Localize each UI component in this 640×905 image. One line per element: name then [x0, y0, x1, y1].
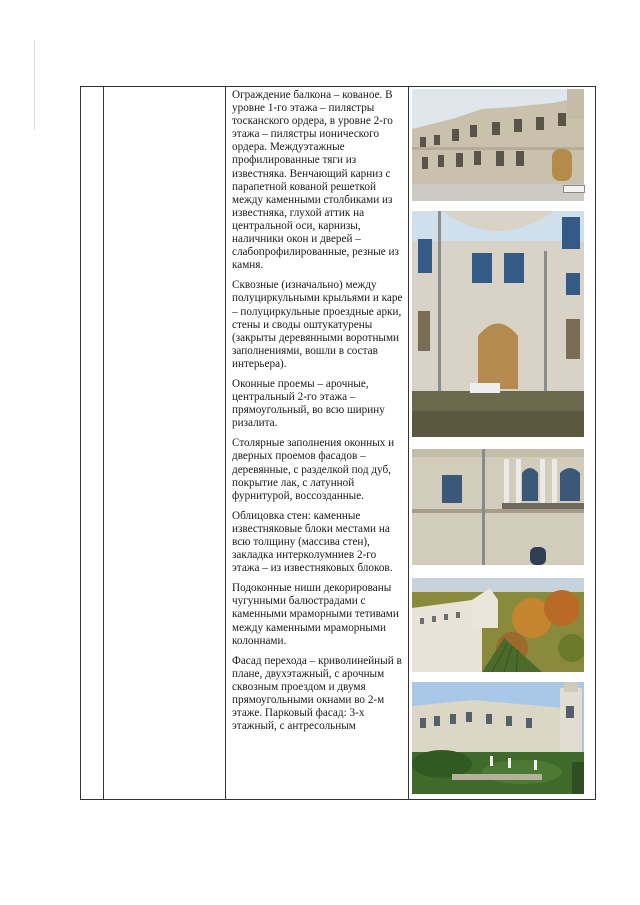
photo-courtyard-arch [412, 211, 584, 437]
paragraph-cladding: Облицовка стен: каменные известняковые блоки местами на всю толщину (массива стен), закладка интерколумниев 2-го этажа – из известняковых блоков. [232, 509, 393, 575]
description-table [80, 86, 596, 800]
stamp-mark [563, 185, 585, 193]
column-divider [225, 87, 226, 799]
margin-line [34, 40, 35, 130]
paragraph-joinery: Столярные заполнения оконных и дверных проемов фасадов – деревянные, с разделкой под дуб, покрытие лак, с латунной фурнитурой, воссозданные. [232, 437, 395, 502]
photo-colonnade [412, 449, 584, 565]
paragraph-arches: Сквозные (изначально) между полуциркульными крыльями и каре – полуциркульные проездные арки, стены и своды оштукатурены (закрыты деревянными воротными заполнениями, вошли в состав интерьера). [232, 279, 403, 370]
paragraph-balcony: Ограждение балкона – кованое. В уровне 1-го этажа – пилястры тосканского ордера, в уровне 2-го этажа – пилястры ионического ордера. Междуэтажные профилированные тяги из известняка. Венчающий карниз с парапетной кованой решеткой между каменными столбиками из известняка, глухой аттик на центральной оси, карнизы, наличники окон и дверей – слабопрофилированные, резные из камня. [232, 89, 399, 272]
photo-palace-facade [412, 89, 584, 201]
paragraph-niches: Подоконные ниши декорированы чугунными балюстрадами с каменными мраморными тетивами между каменными мраморными колоннами. [232, 582, 399, 647]
photo-aerial-park [412, 578, 584, 672]
column-divider [103, 87, 104, 799]
column-divider [408, 87, 409, 799]
photo-palace-garden [412, 682, 584, 794]
paragraph-windows: Оконные проемы – арочные, центральный 2-го этажа – прямоугольный, во всю ширину ризалита. [232, 377, 385, 430]
paragraph-facade: Фасад перехода – криволинейный в плане, двухэтажный, с арочным сквозным проездом и двумя прямоугольными окнами во 2-м этаже. Парковый фасад: 3-х этажный, с антресольным [232, 654, 402, 733]
description-text [232, 89, 405, 740]
